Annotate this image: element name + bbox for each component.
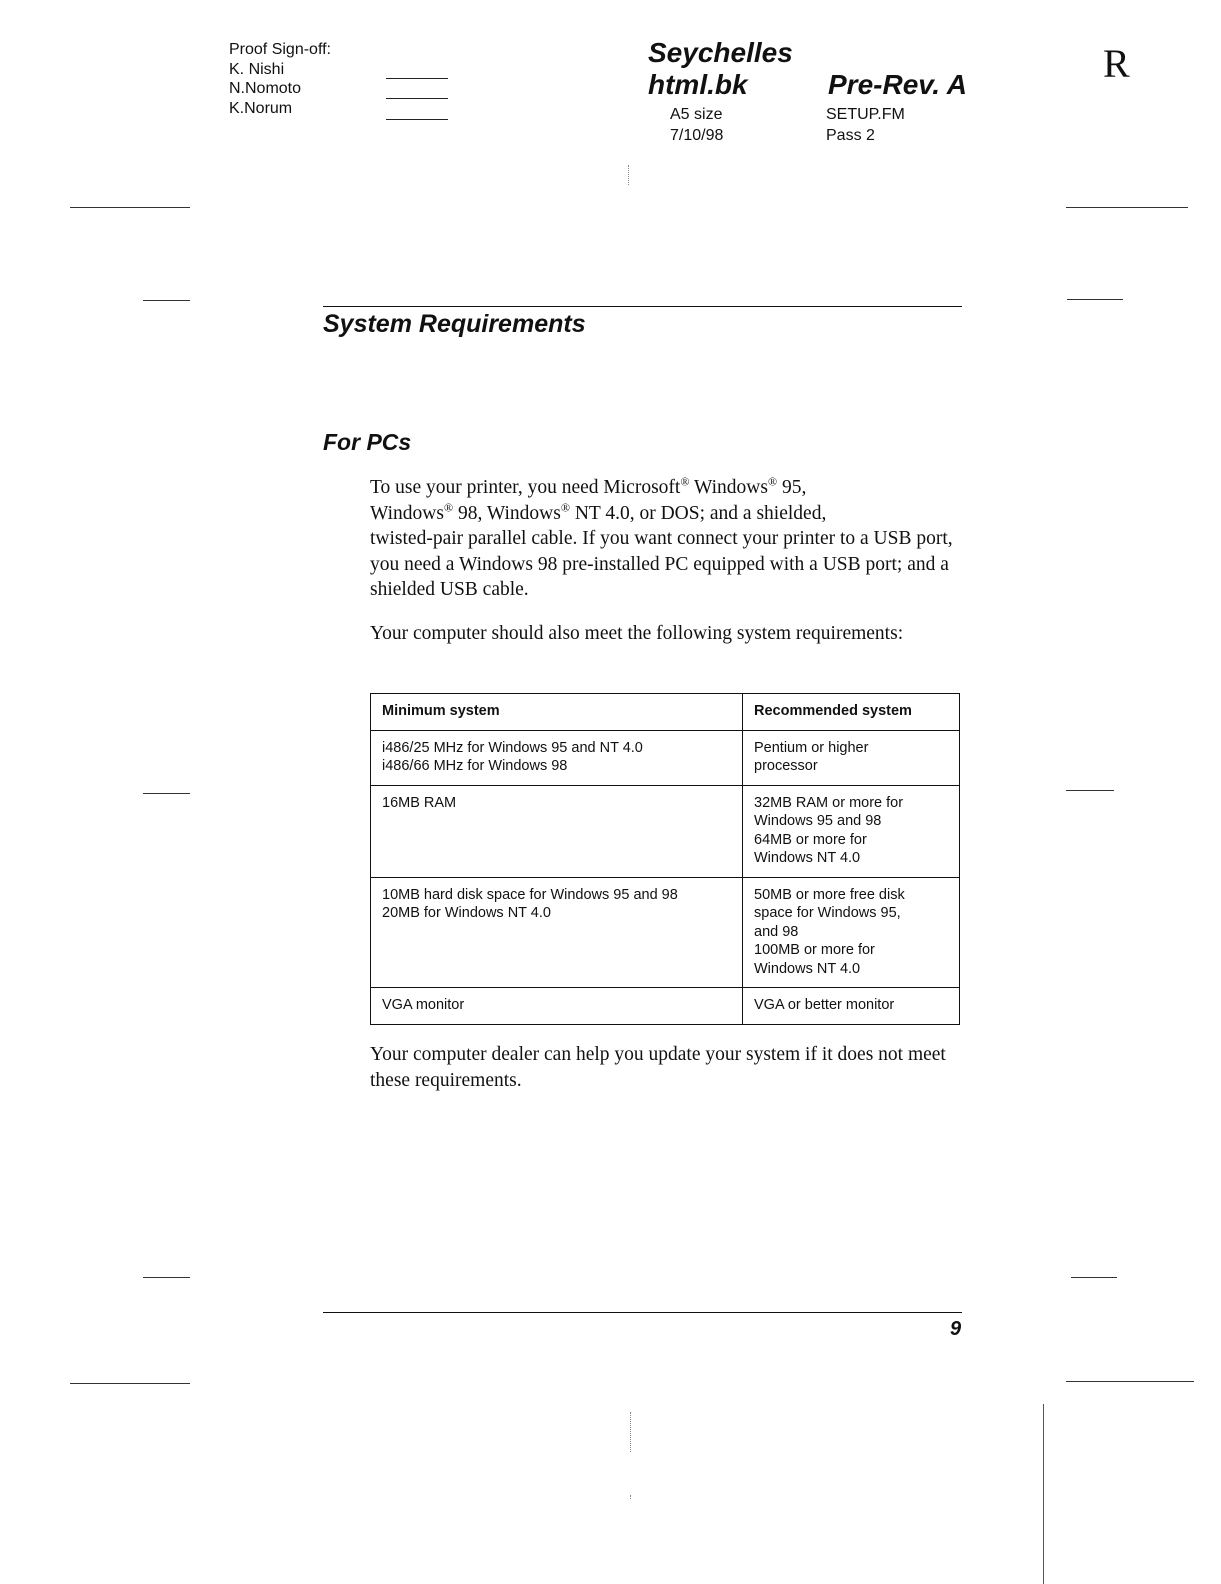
crop-mark <box>143 793 190 794</box>
crop-mark <box>70 1383 190 1384</box>
intro-text: NT 4.0, or DOS; and a shielded, <box>569 502 827 524</box>
center-mark <box>630 1495 631 1499</box>
cell-line: Pentium or higher <box>754 739 869 756</box>
closing-paragraph: Your computer dealer can help you update your system if it does not meet these requirements. <box>370 1044 946 1091</box>
book-file: html.bk <box>648 69 748 100</box>
crop-mark <box>143 300 190 301</box>
center-mark <box>630 1412 631 1452</box>
cell-line: i486/25 MHz for Windows 95 and NT 4.0 <box>382 739 643 756</box>
intro-text: Windows <box>370 502 444 524</box>
signoff-name: N.Nomoto <box>229 80 302 97</box>
registered-mark: ® <box>560 500 570 514</box>
cell-line: 20MB for Windows NT 4.0 <box>382 905 551 921</box>
column-header-recommended: Recommended system <box>743 694 960 731</box>
crop-mark <box>1067 299 1123 300</box>
table-row <box>371 988 960 1025</box>
signature-line <box>386 78 448 79</box>
intro-text: 95, <box>777 477 807 498</box>
cell-line: 32MB RAM or more for <box>754 794 904 811</box>
file-name: SETUP.FM <box>826 106 905 123</box>
signoff-label: Proof Sign-off: <box>229 41 331 58</box>
crop-mark <box>143 1277 190 1278</box>
cell-line: i486/66 MHz for Windows 98 <box>382 758 568 774</box>
intro-text: To use your printer, you need Microsoft <box>370 477 681 498</box>
crop-mark <box>1066 790 1114 791</box>
requirements-intro: Your computer should also meet the following system requirements: <box>370 623 904 644</box>
center-mark <box>628 165 629 185</box>
table-cell-recommended <box>743 988 960 1025</box>
cell-line: space for Windows 95, <box>754 905 901 921</box>
cell-line: and 98 <box>754 923 799 940</box>
cell-line: 64MB or more for <box>754 831 867 848</box>
table-row <box>371 877 960 988</box>
cell-line: Windows NT 4.0 <box>754 960 861 977</box>
cell-line: VGA or better monitor <box>754 997 895 1013</box>
page-number: 9 <box>950 1318 962 1340</box>
section-subtitle: For PCs <box>323 429 412 455</box>
crop-mark <box>1066 207 1188 208</box>
table-cell-recommended <box>743 877 960 988</box>
side-letter: R <box>1103 41 1130 86</box>
signoff-name: K.Norum <box>229 99 293 117</box>
pass-number: Pass 2 <box>826 127 875 144</box>
cell-line: 50MB or more free disk <box>754 886 905 903</box>
intro-text: 98, Windows <box>453 502 561 524</box>
crop-mark <box>70 207 190 208</box>
cell-line: 10MB hard disk space for Windows 95 and 98 <box>382 886 678 903</box>
cell-line: Windows 95 and 98 <box>754 813 882 829</box>
doc-date: 7/10/98 <box>670 127 724 144</box>
meta-size-date <box>670 104 723 146</box>
registered-mark: ® <box>443 500 454 514</box>
page-size: A5 size <box>670 106 723 123</box>
page-title: System Requirements <box>323 310 586 338</box>
table-cell-recommended <box>743 730 960 785</box>
cell-line: processor <box>754 758 818 774</box>
cell-line: 16MB RAM <box>382 794 457 811</box>
table-cell-recommended <box>743 785 960 877</box>
crop-mark <box>1066 1381 1194 1382</box>
table-cell-minimum <box>371 877 743 988</box>
proof-signoff <box>229 40 331 118</box>
column-header-minimum: Minimum system <box>371 694 743 731</box>
intro-paragraph <box>370 475 962 603</box>
requirements-table <box>370 693 960 1025</box>
revision-label: Pre-Rev. A <box>828 69 968 100</box>
registered-mark: ® <box>767 474 778 489</box>
table-row <box>371 785 960 877</box>
intro-text: twisted-pair parallel cable. If you want connect your printer to a USB port, you need a Windows 98 pre-installed PC equipped with a USB port; and a shielded USB cable. <box>370 528 953 600</box>
cell-line: 100MB or more for <box>754 942 875 958</box>
table-row <box>371 730 960 785</box>
signature-line <box>386 119 448 120</box>
cell-line: Windows NT 4.0 <box>754 850 861 866</box>
table-header-row <box>371 694 960 731</box>
table-cell-minimum <box>371 988 743 1025</box>
intro-text: Windows <box>689 477 768 498</box>
section-rule <box>323 306 962 307</box>
edge-mark <box>1043 1404 1044 1584</box>
meta-file-pass <box>826 104 905 146</box>
signoff-name: K. Nishi <box>229 60 285 78</box>
table-cell-minimum <box>371 785 743 877</box>
cell-line: VGA monitor <box>382 997 465 1013</box>
footer-rule <box>323 1312 962 1313</box>
registered-mark: ® <box>680 474 690 489</box>
table-cell-minimum <box>371 730 743 785</box>
book-title: Seychelles <box>648 37 793 68</box>
signature-line <box>386 98 448 99</box>
crop-mark <box>1071 1277 1117 1278</box>
